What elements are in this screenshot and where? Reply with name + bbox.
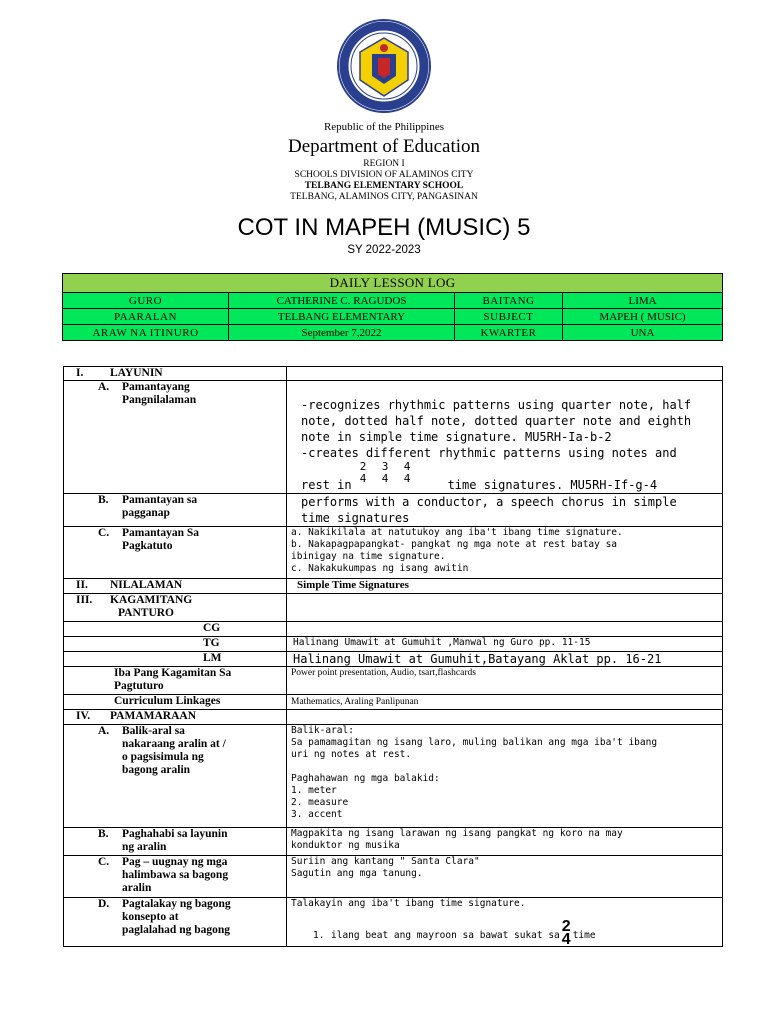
lm-label: LM bbox=[203, 652, 222, 664]
dll-row bbox=[63, 293, 723, 309]
table-row bbox=[64, 695, 723, 710]
dll-label: SUBJECT bbox=[455, 309, 563, 325]
presentation-text: Suriin ang kantang " Santa Clara" Sagutin ang mga tanung. bbox=[287, 856, 723, 898]
table-row bbox=[64, 725, 723, 828]
content-standard-text: -recognizes rhythmic patterns using quarter note, half note, dotted half note, dotted quarter note and eighth note in simple time signature. MU5RH-Ia-b-2 -creates different rhythmic patterns using notes and 2 43 44 4 rest in time signatures. MU5RH-If-g-4 bbox=[287, 381, 723, 494]
dll-value: LIMA bbox=[563, 293, 723, 309]
tg-label: TG bbox=[203, 637, 220, 649]
document-title: COT IN MAPEH (MUSIC) 5 bbox=[237, 214, 531, 241]
performance-standard-label: B. Pamantayan sa pagganap bbox=[64, 494, 287, 527]
dll-label: GURO bbox=[63, 293, 229, 309]
school-address: TELBANG, ALAMINOS CITY, PANGASINAN bbox=[290, 192, 478, 202]
dll-value: MAPEH ( MUSIC) bbox=[563, 309, 723, 325]
time-signatures: 2 43 44 4 bbox=[359, 460, 411, 485]
other-materials-label: Iba Pang Kagamitan Sa Pagtuturo bbox=[64, 667, 287, 695]
school-name: TELBANG ELEMENTARY SCHOOL bbox=[304, 181, 464, 191]
curriculum-linkages-text: Mathematics, Araling Panlipunan bbox=[287, 695, 723, 710]
dll-label: BAITANG bbox=[455, 293, 563, 309]
learning-competency-label: C. Pamantayan Sa Pagkatuto bbox=[64, 527, 287, 579]
dll-value: TELBANG ELEMENTARY bbox=[229, 309, 455, 325]
dll-value: CATHERINE C. RAGUDOS bbox=[229, 293, 455, 309]
table-row bbox=[64, 381, 723, 494]
presentation-label: C. Pag – uugnay ng mga halimbawa sa bagong aralin bbox=[64, 856, 287, 898]
dll-row bbox=[63, 325, 723, 341]
table-row bbox=[64, 898, 723, 947]
dll-row bbox=[63, 309, 723, 325]
performance-standard-text: performs with a conductor, a speech chorus in simple time signatures bbox=[287, 494, 723, 527]
table-row bbox=[64, 579, 723, 594]
document-header bbox=[0, 121, 768, 203]
deped-seal-icon bbox=[336, 18, 432, 114]
region-line: REGION I bbox=[363, 159, 405, 169]
republic-line: Republic of the Philippines bbox=[323, 121, 445, 133]
table-row bbox=[64, 856, 723, 898]
department-name: Department of Education bbox=[287, 136, 481, 157]
other-materials-text: Power point presentation, Audio, tsart,flashcards bbox=[287, 667, 723, 695]
learning-competency-text: a. Nakikilala at natutukoy ang iba't ibang time signature. b. Nakapagpapangkat- pangkat ng mga note at rest batay sa ibinigay na time signature. c. Nakakukumpas ng isang awitin bbox=[287, 527, 723, 579]
table-row bbox=[64, 667, 723, 695]
lesson-plan-table bbox=[63, 366, 723, 947]
discussion-text: Talakayin ang iba't ibang time signature. 1. ilang beat ang mayroon sa bawat sukat sa2 4 time bbox=[287, 898, 723, 947]
table-row bbox=[64, 637, 723, 652]
content-standard-label: A. Pamantayang Pangnilalaman bbox=[64, 381, 287, 494]
motivation-text: Magpakita ng isang larawan ng isang pangkat ng koro na may konduktor ng musika bbox=[287, 828, 723, 856]
table-row bbox=[64, 622, 723, 637]
dll-title: DAILY LESSON LOG bbox=[63, 274, 723, 293]
table-row bbox=[64, 494, 723, 527]
section-i-label: I. LAYUNIN bbox=[64, 367, 287, 381]
daily-lesson-log-table bbox=[62, 273, 723, 341]
table-row bbox=[64, 828, 723, 856]
table-row bbox=[64, 710, 723, 725]
section-iii-label: III. KAGAMITANG PANTURO bbox=[64, 594, 287, 622]
table-row bbox=[64, 652, 723, 667]
curriculum-linkages-label: Curriculum Linkages bbox=[64, 695, 287, 710]
dll-value: September 7,2022 bbox=[229, 325, 455, 341]
dll-label: ARAW NA ITINURO bbox=[63, 325, 229, 341]
content-text: Simple Time Signatures bbox=[287, 579, 723, 594]
table-row bbox=[64, 527, 723, 579]
division-line: SCHOOLS DIVISION OF ALAMINOS CITY bbox=[294, 170, 474, 180]
table-row bbox=[64, 367, 723, 381]
dll-value: UNA bbox=[563, 325, 723, 341]
section-iv-label: IV. PAMAMARAAN bbox=[64, 710, 287, 725]
lm-text: Halinang Umawit at Gumuhit,Batayang Aklat pp. 16-21 bbox=[287, 652, 723, 667]
review-label: A. Balik-aral sa nakaraang aralin at / o pagsisimula ng bagong aralin bbox=[64, 725, 287, 828]
section-ii-label: II. NILALAMAN bbox=[64, 579, 287, 594]
time-signature-2-4: 2 4 bbox=[561, 918, 571, 948]
motivation-label: B. Paghahabi sa layunin ng aralin bbox=[64, 828, 287, 856]
dll-label: PAARALAN bbox=[63, 309, 229, 325]
school-year: SY 2022-2023 bbox=[347, 244, 421, 256]
table-row bbox=[64, 594, 723, 622]
cg-label: CG bbox=[203, 622, 221, 634]
list-item: 1. ilang beat ang mayroon sa bawat sukat sa2 4 time bbox=[313, 918, 596, 948]
tg-text: Halinang Umawit at Gumuhit ,Manwal ng Guro pp. 11-15 bbox=[287, 637, 723, 652]
discussion-label: D. Pagtalakay ng bagong konsepto at paglalahad ng bagong bbox=[64, 898, 287, 947]
dll-label: KWARTER bbox=[455, 325, 563, 341]
review-text: Balik-aral: Sa pamamagitan ng isang laro, muling balikan ang mga iba't ibang uri ng notes at rest. Paghahawan ng mga balakid: 1. meter 2. measure 3. accent bbox=[287, 725, 723, 828]
